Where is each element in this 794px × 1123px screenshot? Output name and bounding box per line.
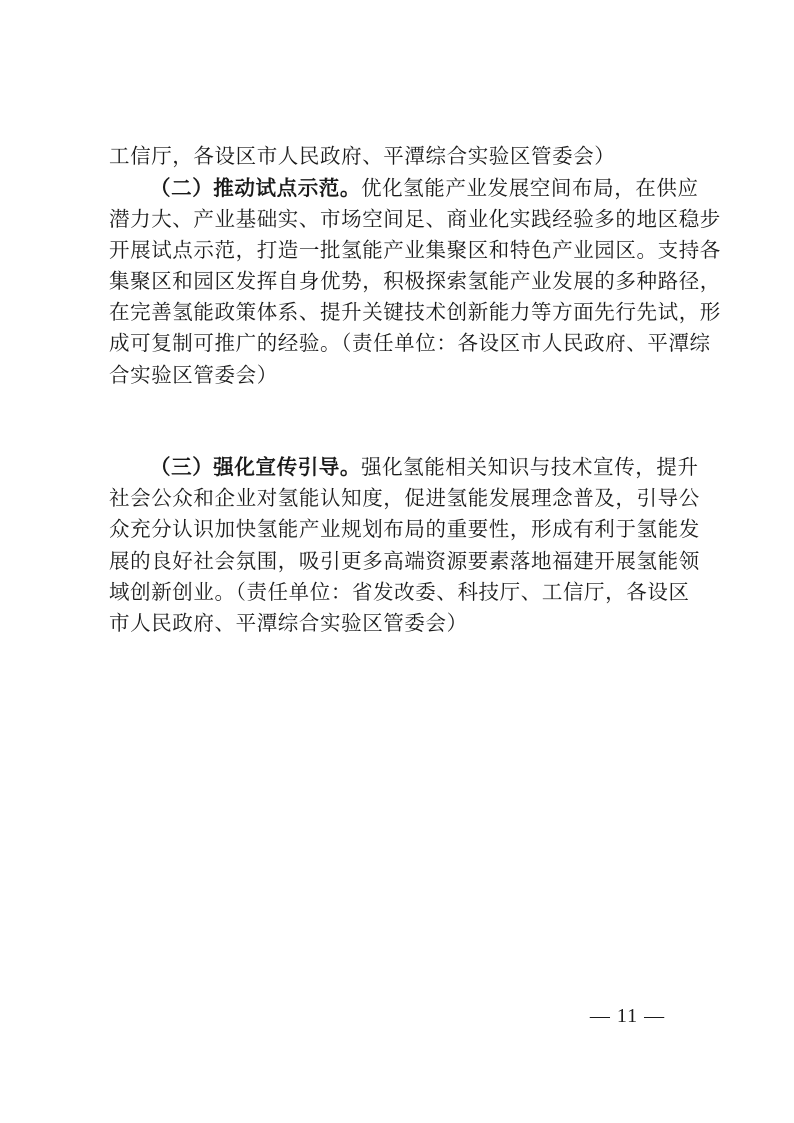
paragraph-line: 众充分认识加快氢能产业规划布局的重要性，形成有利于氢能发 bbox=[109, 517, 700, 542]
paragraph-line: 成可复制可推广的经验。（责任单位：各设区市人民政府、平潭综 bbox=[109, 331, 711, 356]
section-heading: （三）强化宣传引导。 bbox=[150, 455, 361, 479]
paragraph-first-line bbox=[109, 173, 699, 204]
section-heading: （二）推动试点示范。 bbox=[150, 175, 361, 200]
paragraph-line: 市人民政府、平潭综合实验区管委会） bbox=[109, 610, 468, 635]
paragraph-line: 展的良好社会氛围，吸引更多高端资源要素落地福建开展氢能领 bbox=[109, 548, 700, 573]
paragraph-line: 集聚区和园区发挥自身优势，积极探索氢能产业发展的多种路径， bbox=[109, 269, 721, 294]
paragraph-line: 合实验区管委会） bbox=[109, 362, 278, 387]
paragraph-line: 开展试点示范，打造一批氢能产业集聚区和特色产业园区。支持各 bbox=[109, 237, 721, 262]
paragraph-first-line bbox=[109, 452, 699, 483]
continuation-paragraph bbox=[109, 141, 687, 172]
paragraph-line: 工信厅，各设区市人民政府、平潭综合实验区管委会） bbox=[109, 144, 616, 168]
section-publicity-guidance bbox=[109, 452, 700, 639]
paragraph-line-text: 优化氢能产业发展空间布局，在供应 bbox=[361, 175, 699, 200]
paragraph-line-text: 强化氢能相关知识与技术宣传，提升 bbox=[361, 455, 699, 479]
page-number: — 11 — bbox=[589, 1005, 666, 1027]
paragraph-line: 在完善氢能政策体系、提升关键技术创新能力等方面先行先试，形 bbox=[109, 300, 721, 325]
paragraph-line: 潜力大、产业基础实、市场空间足、商业化实践经验多的地区稳步 bbox=[109, 206, 721, 231]
paragraph-line: 域创新创业。（责任单位：省发改委、科技厅、工信厅，各设区 bbox=[109, 579, 690, 604]
section-pilot-demonstration bbox=[109, 173, 721, 391]
paragraph-line: 社会公众和企业对氢能认知度，促进氢能发展理念普及，引导公 bbox=[109, 486, 700, 511]
